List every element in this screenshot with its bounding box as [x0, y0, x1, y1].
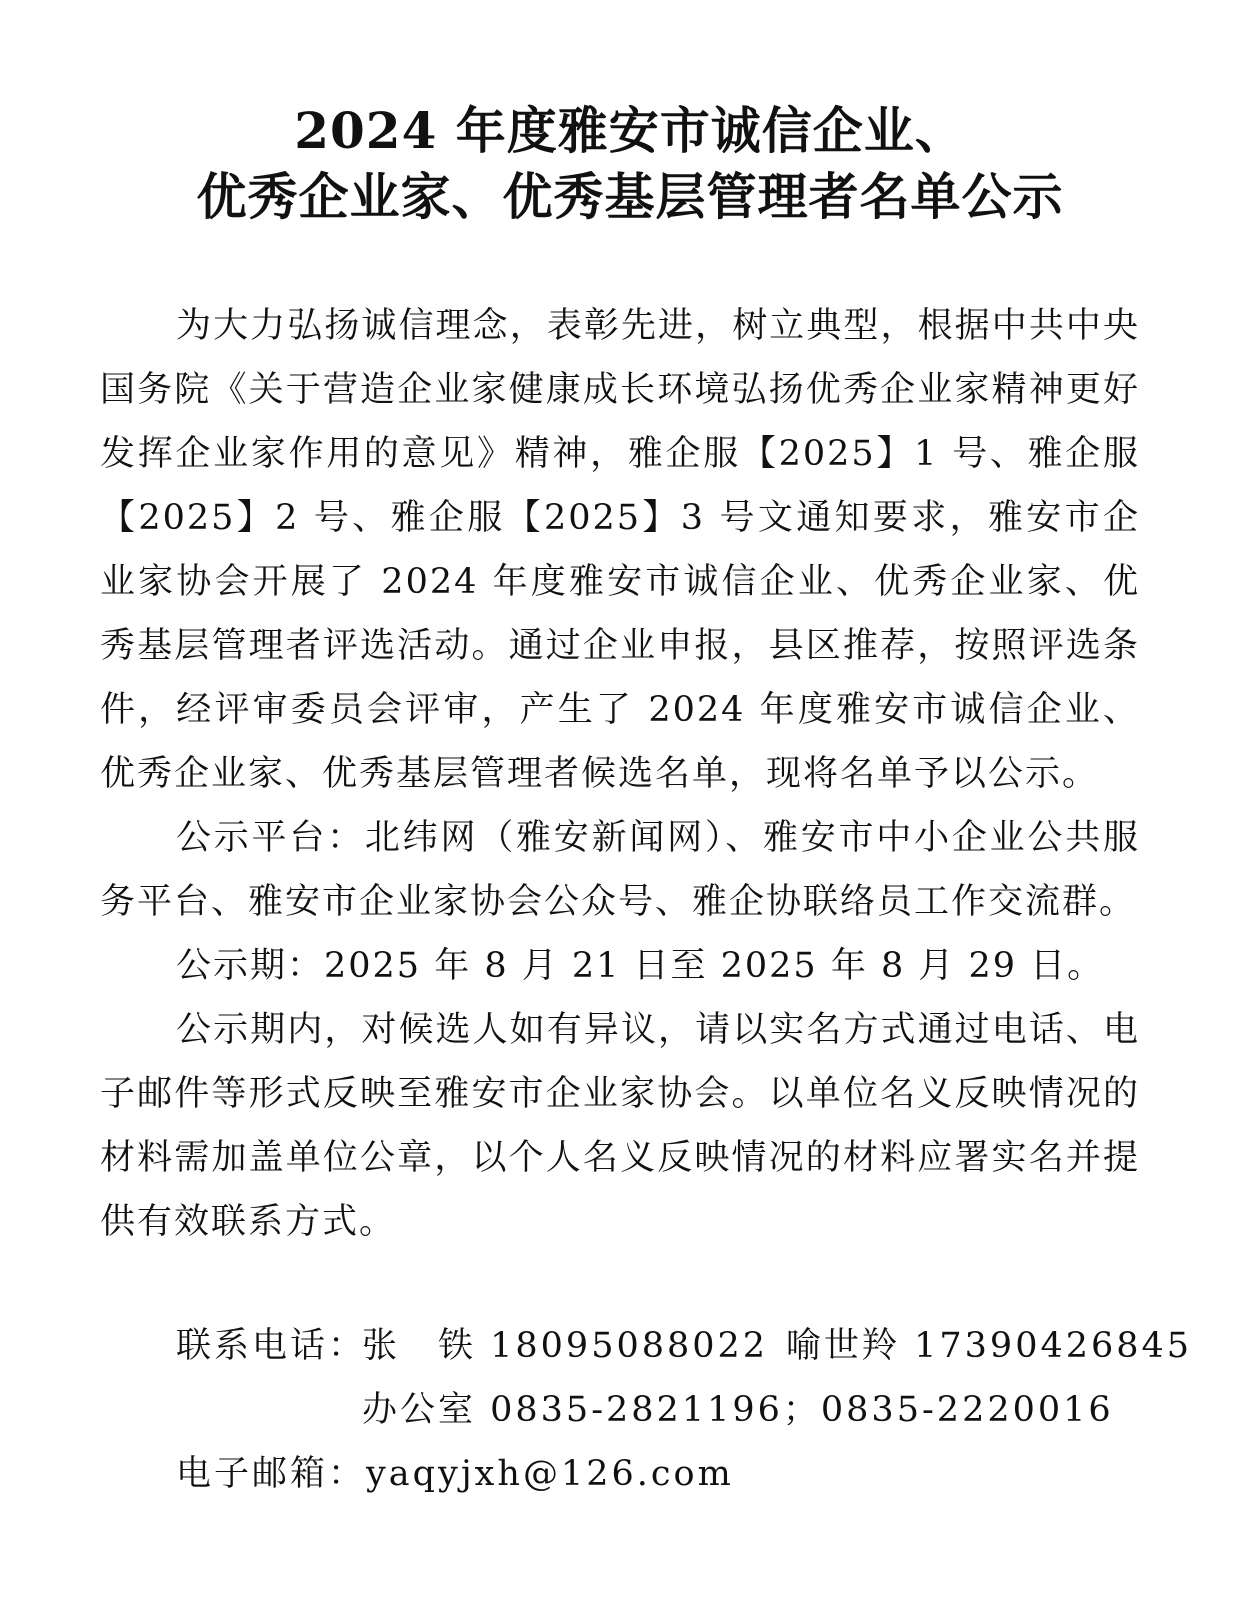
paragraph-period: 公示期：2025 年 8 月 21 日至 2025 年 8 月 29 日。: [176, 946, 1105, 986]
contact-person-2: 喻世羚 17390426845: [786, 1326, 1193, 1366]
contact-email-label: 电子邮箱：: [176, 1454, 367, 1494]
paragraph-objection: 公示期内，对候选人如有异议，请以实名方式通过电话、电子邮件等形式反映至雅安市企业家协会。以单位名义反映情况的材料需加盖单位公章，以个人名义反映情况的材料应署实名并提供有效联系方式。: [100, 1010, 1140, 1242]
contact-phone-label: 联系电话：: [176, 1326, 367, 1366]
contact-email-address: yaqyjxh@126.com: [366, 1454, 734, 1494]
paragraph-platform: 公示平台：北纬网（雅安新闻网）、雅安市中小企业公共服务平台、雅安市企业家协会公众号、雅企协联络员工作交流群。: [100, 818, 1140, 922]
paragraph-intro: 为大力弘扬诚信理念，表彰先进，树立典型，根据中共中央国务院《关于营造企业家健康成长环境弘扬优秀企业家精神更好发挥企业家作用的意见》精神，雅企服【2025】1 号、雅企服【2025】2 号、雅企服【2025】3 号文通知要求，雅安市企业家协会开展了 2024 年度雅安市诚信企业、优秀企业家、优秀基层管理者评选活动。通过企业申报，县区推荐，按照评选条件，经评审委员会评审，产生了 2024 年度雅安市诚信企业、优秀企业家、优秀基层管理者候选名单，现将名单予以公示。: [100, 306, 1140, 794]
contact-person-1: 张 铁 18095088022: [362, 1326, 769, 1366]
document-title-line-1: 2024 年度雅安市诚信企业、: [294, 101, 966, 160]
contact-email-line: [176, 1442, 734, 1506]
document-title-line-2: 优秀企业家、优秀基层管理者名单公示: [196, 167, 1064, 226]
contact-office-phone: 办公室 0835-2821196；0835-2220016: [362, 1390, 1114, 1430]
